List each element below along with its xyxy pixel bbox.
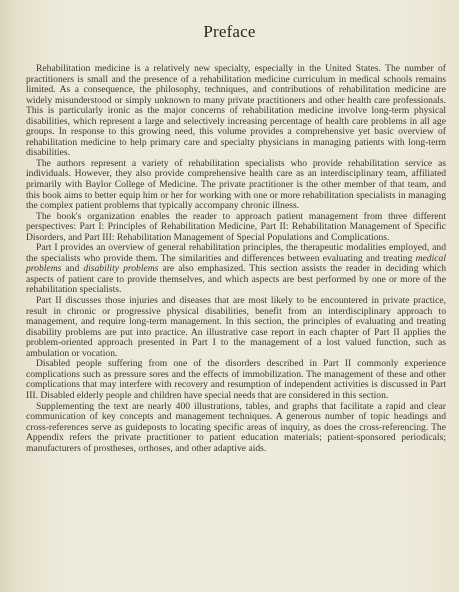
page-title: Preface: [203, 22, 256, 41]
paragraph-7: Supplementing the text are nearly 400 illustrations, tables, and graphs that facilitate a rapid and clear communication of key concepts and management techniques. A generous number of topic headings and cross-references serve as guideposts to locating specific areas of inquiry, as does the cross-referencing. The Appendix refers the private practitioner to patient education materials; patient-sponsored periodicals; manufacturers of prostheses, orthoses, and other adaptive aids.: [26, 400, 446, 454]
emphasis-medical-problems: medical problems: [26, 252, 446, 275]
paragraph-2: The authors represent a variety of rehabilitation specialists who provide rehabilitation service as individuals. However, they also provide comprehensive health care as an interdisciplinary team, affiliated primarily with Baylor College of Medicine. The private practitioner is the other member of that team, and this book aims to better equip him or her for working with one or more rehabilitation specialists in managing the complex patient problems that typically accompany chronic illness.: [26, 157, 446, 212]
paragraph-6: Disabled people suffering from one of the disorders described in Part II commonly experience complications such as pressure sores and the effects of immobilization. The management of these and other complications that may interfere with recovery and resumption of independent activities is discussed in Part III. Disabled elderly people and children have special needs that are considered in this section.: [26, 358, 446, 401]
emphasis-disability-problems: disability problems: [83, 263, 159, 275]
paragraph-5: Part II discusses those injuries and diseases that are most likely to be encountered in private practice, result in chronic or progressive physical disabilities, benefit from an interdisciplinary approach to management, and require long-term management. In this section, the principles of evaluating and treating disability problems are put into practice. An illustrative case report in each chapter of Part II applies the problem-oriented approach presented in Part I to the management of a lost valued function, such as ambulation or vocation.: [26, 295, 446, 359]
paragraph-4: Part I provides an overview of general rehabilitation principles, the therapeutic modalities employed, and the specialists who provide them. The similarities and differences between evaluating and treating medical problems and disability problems are also emphasized. This section assists the reader in deciding which aspects of patient care to provide themselves, and which aspects are best performed by one or more of the rehabilitation specialists.: [26, 242, 447, 296]
paragraph-1: Rehabilitation medicine is a relatively new specialty, especially in the United States. The number of practitioners is small and the presence of a rehabilitation medicine curriculum in medical schools remains limited. As a consequence, the philosophy, techniques, and contributions of rehabilitation medicine are widely misunderstood or simply unknown to many private practitioners and other health care professionals. This is particularly ironic as the major concerns of rehabilitation medicine involve long-term physical disabilities, which represent a large and selectively increasing percentage of health care problems in all age groups. In response to this growing need, this volume provides a comprehensive yet basic overview of rehabilitation medicine to help primary care and specialty physicians in managing patients with long-term disabilities.: [26, 63, 446, 159]
preface-body: [26, 64, 446, 454]
paragraph-3: The book's organization enables the reader to approach patient management from three different perspectives: Part I: Principles of Rehabilitation Medicine, Part II: Rehabilitation Management of Specific Disorders, and Part III: Rehabilitation Management of Special Populations and Complications.: [26, 210, 446, 243]
